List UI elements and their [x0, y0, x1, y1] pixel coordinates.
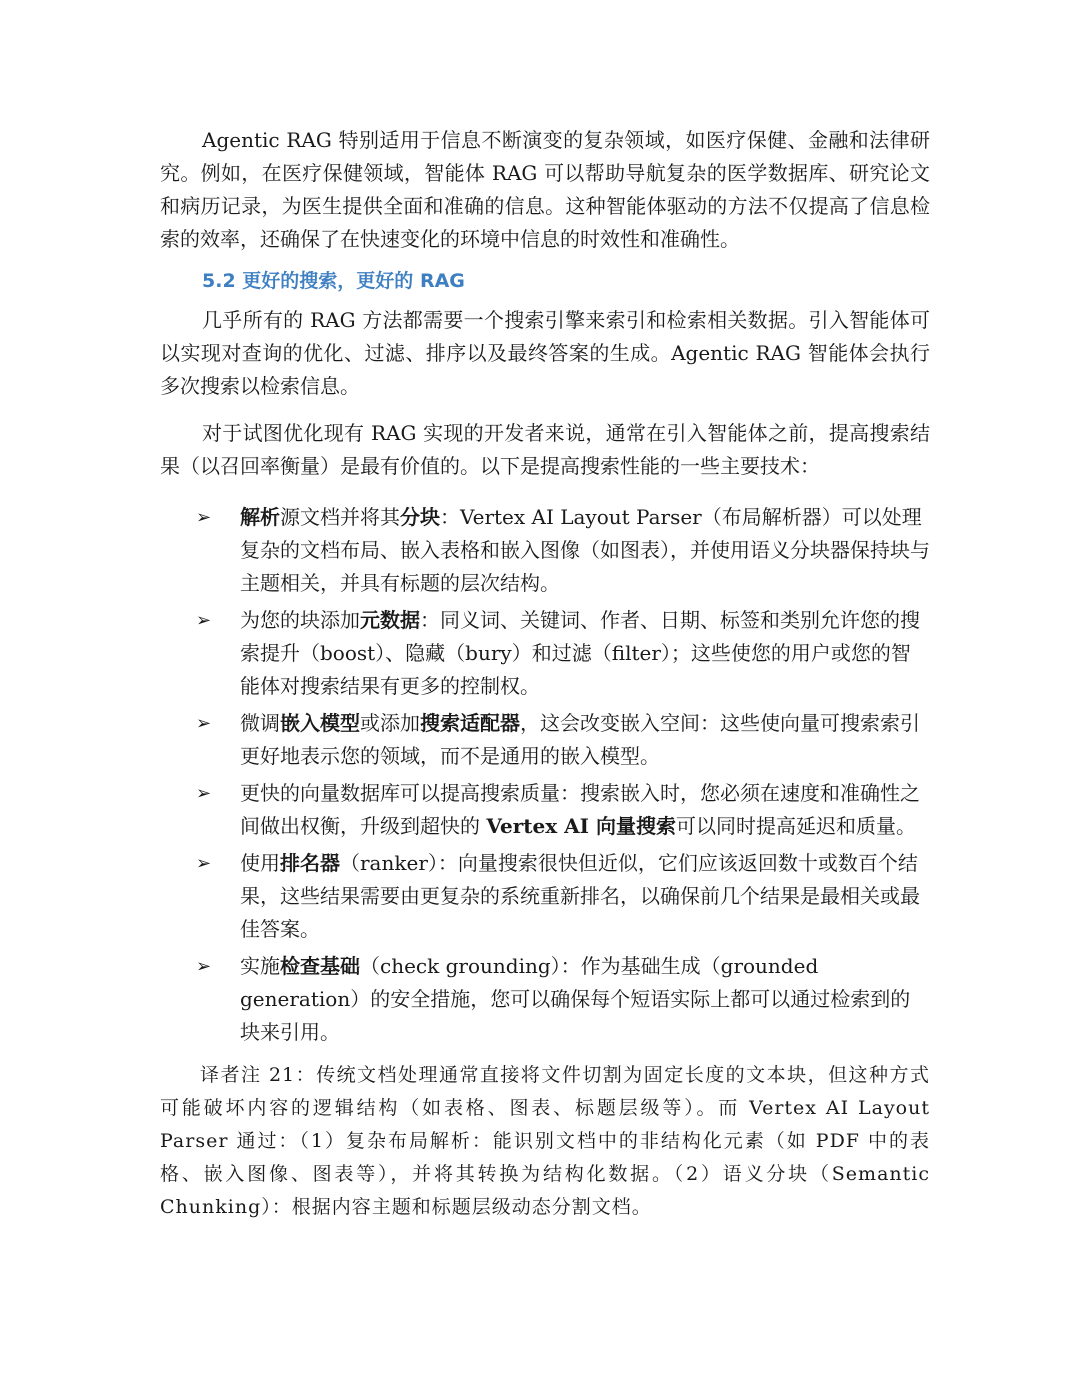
bold-term: Vertex AI 向量搜索: [486, 814, 676, 838]
bold-term: 搜索适配器: [420, 711, 520, 735]
section-title: 更好的搜索，更好的: [242, 270, 414, 292]
arrow-bullet-icon: ➢: [196, 713, 212, 734]
arrow-bullet-icon: ➢: [196, 956, 212, 977]
section-number: 5.2: [202, 270, 236, 292]
bold-term: 分块: [400, 505, 440, 529]
section-title-tail: RAG: [419, 270, 465, 292]
list-item: [160, 501, 930, 600]
document-page: [160, 124, 930, 1243]
bold-term: 解析: [240, 505, 280, 529]
item-text: 更快的向量数据库可以提高搜索质量：搜索嵌入时，您必须在速度和准确性之间做出权衡，升级到超快的: [240, 781, 920, 838]
arrow-bullet-icon: ➢: [196, 853, 212, 874]
item-text: 使用: [240, 851, 280, 875]
list-item: [160, 950, 930, 1049]
arrow-bullet-icon: ➢: [196, 783, 212, 804]
bold-term: 元数据: [360, 608, 420, 632]
bold-term: 排名器: [280, 851, 340, 875]
item-text: 或添加: [360, 711, 420, 735]
arrow-bullet-icon: ➢: [196, 507, 212, 528]
translator-note: 译者注 21：传统文档处理通常直接将文件切割为固定长度的文本块，但这种方式可能破坏内容的逻辑结构（如表格、图表、标题层级等）。而 Vertex AI Layout Parser 通过：（1）复杂布局解析：能识别文档中的非结构化元素（如 PDF 中的表格、嵌入图像、图表等），并将其转换为结构化数据。（2）语义分块（Semantic Chunking）：根据内容主题和标题层级动态分割文档。: [160, 1064, 930, 1218]
section-heading: [202, 266, 930, 296]
item-text: ：Vertex AI Layout Parser（布局解析器）可以处理复杂的文档布局、嵌入表格和嵌入图像（如图表），并使用语义分块器保持块与主题相关，并具有标题的层次结构。: [240, 505, 930, 595]
list-item: [160, 604, 930, 703]
item-text: 微调: [240, 711, 280, 735]
paragraph-optimize-rag: 对于试图优化现有 RAG 实现的开发者来说，通常在引入智能体之前，提高搜索结果（以召回率衡量）是最有价值的。以下是提高搜索性能的一些主要技术：: [160, 421, 930, 478]
item-text: 源文档并将其: [280, 505, 400, 529]
arrow-bullet-icon: ➢: [196, 610, 212, 631]
item-text: 实施: [240, 954, 280, 978]
item-text: ：同义词、关键词、作者、日期、标签和类别允许您的搜索提升（boost）、隐藏（bury）和过滤（filter）；这些使您的用户或您的智能体对搜索结果有更多的控制权。: [240, 608, 920, 698]
item-text: 为您的块添加: [240, 608, 360, 632]
list-item: [160, 847, 930, 946]
bold-term: 嵌入模型: [280, 711, 360, 735]
list-item: [160, 707, 930, 773]
paragraph-agentic-rag-domains: Agentic RAG 特别适用于信息不断演变的复杂领域，如医疗保健、金融和法律研究。例如，在医疗保健领域，智能体 RAG 可以帮助导航复杂的医学数据库、研究论文和病历记录，为医生提供全面和准确的信息。这种智能体驱动的方法不仅提高了信息检索的效率，还确保了在快速变化的环境中信息的时效性和准确性。: [160, 128, 930, 251]
item-text: ，这会改变嵌入空间：这些使向量可搜索索引更好地表示您的领域，而不是通用的嵌入模型。: [240, 711, 920, 768]
item-text: 可以同时提高延迟和质量。: [676, 814, 916, 838]
item-text: （ranker）：向量搜索很快但近似，它们应该返回数十或数百个结果，这些结果需要由更复杂的系统重新排名，以确保前几个结果是最相关或最佳答案。: [240, 851, 920, 941]
paragraph-search-engine: 几乎所有的 RAG 方法都需要一个搜索引擎来索引和检索相关数据。引入智能体可以实现对查询的优化、过滤、排序以及最终答案的生成。Agentic RAG 智能体会执行多次搜索以检索信息。: [160, 308, 930, 398]
item-text: （check grounding）：作为基础生成（grounded generation）的安全措施，您可以确保每个短语实际上都可以通过检索到的块来引用。: [240, 954, 911, 1044]
techniques-list: [160, 501, 930, 1049]
bold-term: 检查基础: [280, 954, 360, 978]
list-item: [160, 777, 930, 843]
